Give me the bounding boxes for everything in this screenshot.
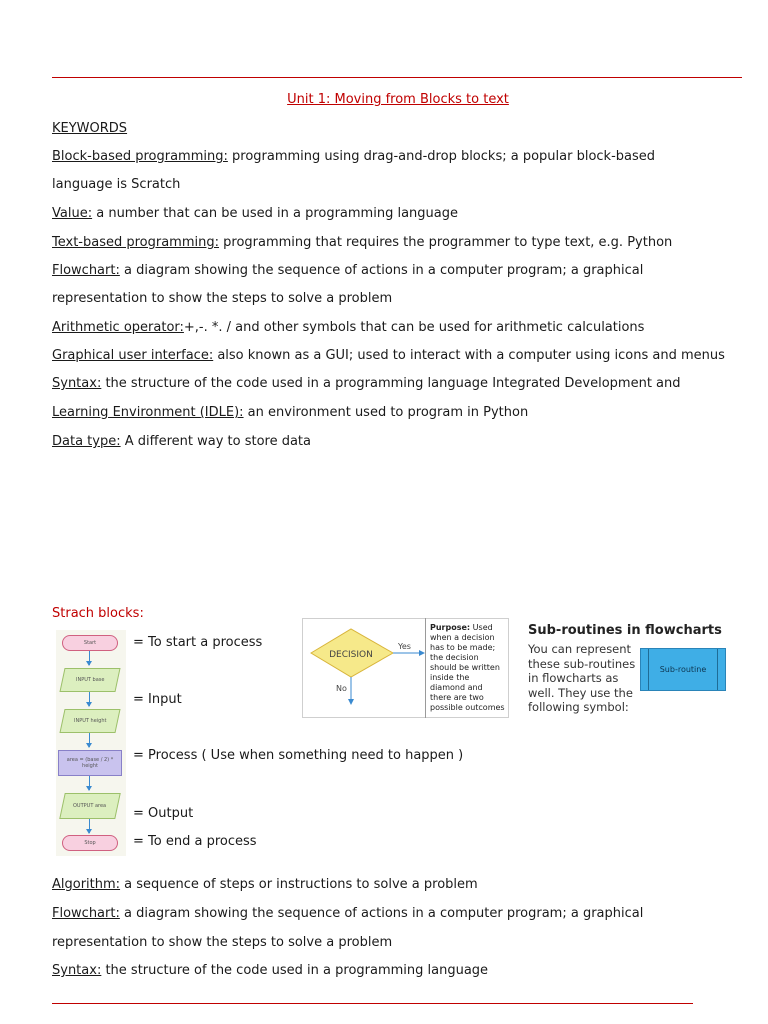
keyword-definition: programming that requires the programmer to type text, e.g. Python (219, 235, 673, 250)
decision-purpose-text: Purpose: Used when a decision has to be made; the decision should be written inside the diamond and there are two possible outcomes (425, 618, 509, 718)
keyword-line (52, 205, 458, 223)
keyword-definition: an environment used to program in Python (243, 405, 529, 420)
keyword-line (52, 433, 311, 451)
keyword-line (52, 290, 392, 308)
flow-arrow (89, 776, 90, 790)
keyword-line (52, 176, 180, 194)
keyword-definition: language is Scratch (52, 177, 181, 192)
decision-diamond-icon (303, 619, 427, 717)
flow-node-process: area = (base / 2) * height (58, 750, 122, 776)
bottom-line (52, 876, 478, 894)
keywords-heading: KEYWORDS (52, 121, 128, 136)
keyword-line (52, 234, 672, 252)
keyword-term: Flowchart: (52, 263, 120, 278)
flow-arrow (89, 692, 90, 706)
bottom-line (52, 962, 488, 980)
flow-arrow (89, 733, 90, 747)
flow-arrow (89, 651, 90, 665)
keyword-term: Block-based programming: (52, 149, 228, 164)
top-rule (52, 77, 742, 78)
flow-node-input-height: INPUT height (59, 709, 120, 733)
keyword-term: Arithmetic operator: (52, 320, 184, 335)
keyword-definition: the structure of the code used in a programming language (101, 963, 489, 978)
page-title: Unit 1: Moving from Blocks to text (287, 92, 509, 107)
keyword-term: Text-based programming: (52, 235, 219, 250)
keyword-definition: representation to show the steps to solve a problem (52, 291, 393, 306)
keyword-definition: also known as a GUI; used to interact with a computer using icons and menus (213, 348, 725, 363)
keyword-term: Syntax: (52, 376, 102, 391)
bottom-line (52, 905, 643, 923)
flow-label-end: = To end a process (133, 834, 257, 849)
keyword-definition: representation to show the steps to solve a problem (52, 935, 393, 950)
flow-label-output: = Output (133, 806, 194, 821)
subroutine-text: You can represent these sub-routines in flowcharts as well. They use the following symbol: (528, 642, 636, 714)
flow-arrow (89, 819, 90, 833)
keyword-definition: a diagram showing the sequence of actions in a computer program; a graphical (119, 263, 644, 278)
keyword-line (52, 375, 681, 393)
keyword-line (52, 319, 644, 337)
keyword-term: Algorithm: (52, 877, 121, 892)
flow-node-input-base: INPUT base (59, 668, 120, 692)
keyword-definition: +,-. *. / and other symbols that can be used for arithmetic calculations (183, 320, 645, 335)
keyword-term: Syntax: (52, 963, 102, 978)
bottom-line (52, 934, 392, 952)
keyword-definition: a sequence of steps or instructions to solve a problem (120, 877, 478, 892)
subroutine-symbol: Sub-routine (640, 648, 726, 691)
svg-text:Yes: Yes (398, 642, 411, 651)
flow-node-stop: Stop (62, 835, 118, 851)
blocks-heading: Strach blocks: (52, 606, 144, 621)
keyword-term: Flowchart: (52, 906, 120, 921)
keyword-definition: a diagram showing the sequence of actions in a computer program; a graphical (119, 906, 644, 921)
flow-node-output: OUTPUT area (59, 793, 121, 819)
svg-text:DECISION: DECISION (329, 650, 373, 660)
keyword-definition: the structure of the code used in a programming language Integrated Development and (101, 376, 681, 391)
keyword-definition: a number that can be used in a programming language (92, 206, 458, 221)
flow-label-start: = To start a process (133, 635, 263, 650)
keyword-line (52, 262, 643, 280)
flow-node-start: Start (62, 635, 118, 651)
keyword-line (52, 404, 528, 422)
keyword-term: Data type: (52, 434, 121, 449)
bottom-rule (52, 1003, 693, 1004)
keyword-term: Learning Environment (IDLE): (52, 405, 244, 420)
svg-text:No: No (336, 684, 347, 693)
flow-label-input: = Input (133, 692, 182, 707)
keyword-line (52, 347, 725, 365)
flow-label-process: = Process ( Use when something need to happen ) (133, 748, 464, 763)
flowchart-strip (56, 630, 126, 856)
keyword-term: Graphical user interface: (52, 348, 214, 363)
subroutine-title: Sub-routines in flowcharts (528, 623, 722, 638)
keyword-definition: A different way to store data (120, 434, 311, 449)
keyword-line (52, 148, 655, 166)
keyword-definition: programming using drag-and-drop blocks; a popular block-based (227, 149, 656, 164)
keyword-term: Value: (52, 206, 93, 221)
